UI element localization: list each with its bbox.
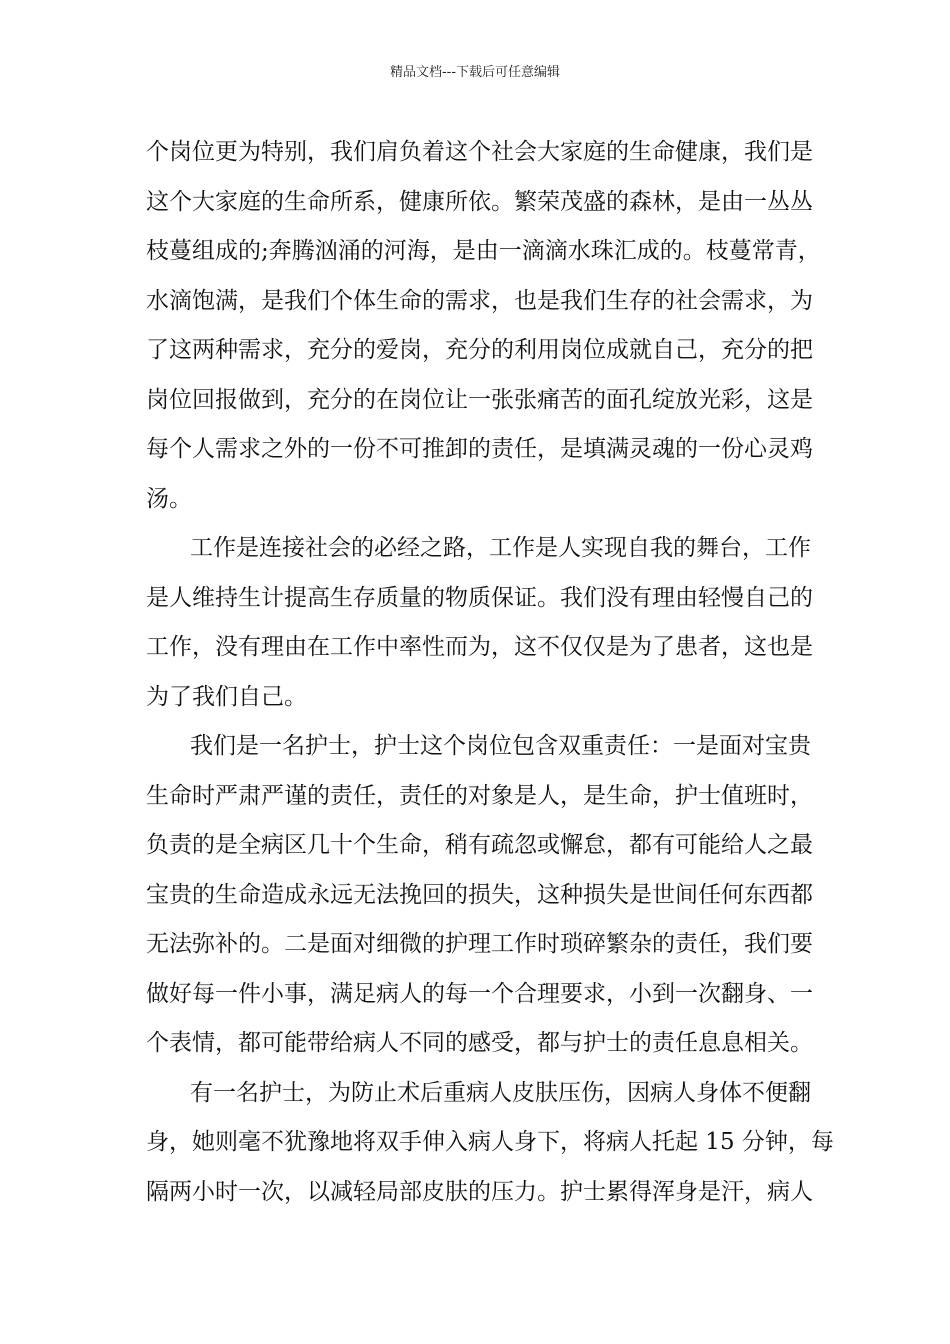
text-line: 汤。 — [146, 485, 192, 512]
text-line: 这个大家庭的生命所系，健康所依。繁荣茂盛的森林，是由一丛丛 — [146, 188, 813, 215]
text-line: 个表情，都可能带给病人不同的感受，都与护士的责任息息相关。 — [146, 1030, 813, 1056]
text-line: 有一名护士，为防止术后重病人皮肤压伤，因病人身体不便翻 — [190, 1079, 811, 1106]
text-line: 无法弥补的。二是面对细微的护理工作时琐碎繁杂的责任，我们要 — [146, 931, 813, 957]
text-line: 了这两种需求，充分的爱岗，充分的利用岗位成就自己，充分的把 — [146, 337, 813, 363]
text-line: 个岗位更为特别，我们肩负着这个社会大家庭的生命健康，我们是 — [146, 139, 813, 165]
text-line: 工作，没有理由在工作中率性而为，这不仅仅是为了患者，这也是 — [146, 634, 813, 660]
text-line: 岗位回报做到，充分的在岗位让一张张痛苦的面孔绽放光彩，这是 — [146, 386, 813, 413]
text-line: 宝贵的生命造成永远无法挽回的损失，这种损失是世间任何东西都 — [146, 881, 813, 908]
text-line: 身，她则毫不犹豫地将双手伸入病人身下，将病人托起 15 分钟，每 — [146, 1129, 834, 1155]
page-header: 精品文档---下载后可任意编辑 — [389, 65, 561, 80]
text-line: 水滴饱满，是我们个体生命的需求，也是我们生存的社会需求，为 — [146, 287, 813, 314]
body-text — [146, 128, 834, 1217]
text-line: 负责的是全病区几十个生命，稍有疏忽或懈怠，都有可能给人之最 — [146, 832, 813, 858]
text-line: 枝蔓组成的;奔腾汹涌的河海，是由一滴滴水珠汇成的。枝蔓常青， — [146, 238, 821, 264]
text-line: 做好每一件小事，满足病人的每一个合理要求，小到一次翻身、一 — [146, 980, 813, 1007]
text-line: 隔两小时一次，以减轻局部皮肤的压力。护士累得浑身是汗，病人 — [146, 1178, 813, 1205]
text-line: 每个人需求之外的一份不可推卸的责任，是填满灵魂的一份心灵鸡 — [146, 436, 813, 462]
text-line: 生命时严肃严谨的责任，责任的对象是人，是生命，护士值班时， — [146, 782, 813, 809]
text-line: 工作是连接社会的必经之路，工作是人实现自我的舞台，工作 — [190, 535, 811, 561]
text-line: 我们是一名护士，护士这个岗位包含双重责任：一是面对宝贵 — [190, 733, 811, 759]
text-line: 是人维持生计提高生存质量的物质保证。我们没有理由轻慢自己的 — [146, 584, 813, 611]
text-line: 为了我们自己。 — [146, 683, 307, 710]
